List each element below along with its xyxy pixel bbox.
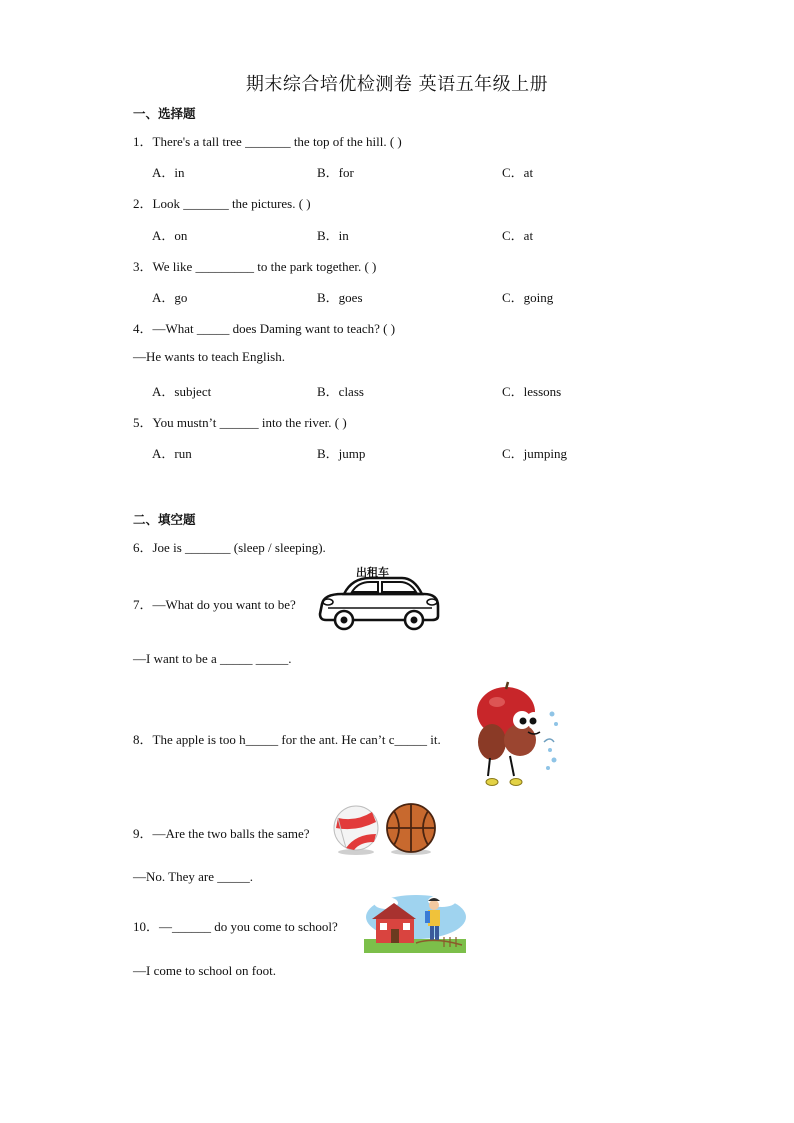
q1-option-c: C．at <box>502 165 534 180</box>
question-4: 4．—What _____ does Daming want to teach? ( ) <box>133 321 396 336</box>
q4-option-c: C．lessons <box>502 384 562 399</box>
question-8: 8．The apple is too h_____ for the ant. He can’t c_____ it. <box>133 732 441 747</box>
q5-option-c: C．jumping <box>502 446 568 461</box>
question-7: 7．—What do you want to be? <box>133 597 296 612</box>
q5-option-a: A．run <box>152 446 192 461</box>
question-10: 10．—______ do you come to school? <box>133 919 338 934</box>
q2-option-b: B．in <box>317 228 349 243</box>
q5-option-b: B．jump <box>317 446 366 461</box>
question-9-response: —No. They are _____. <box>133 869 253 884</box>
q2-option-c: C．at <box>502 228 534 243</box>
q3-option-c: C．going <box>502 290 554 305</box>
q3-option-a: A．go <box>152 290 188 305</box>
basketball-illustration <box>384 802 438 856</box>
question-4-response: —He wants to teach English. <box>133 349 285 364</box>
page-title: 期末综合培优检测卷 英语五年级上册 <box>245 74 549 95</box>
apple-ant-illustration <box>470 680 560 792</box>
taxi-sign-text: 出租车 <box>356 566 389 579</box>
section-heading-fill: 二、填空题 <box>133 512 196 527</box>
question-10-response: —I come to school on foot. <box>133 963 276 978</box>
q1-option-a: A．in <box>152 165 185 180</box>
question-9: 9．—Are the two balls the same? <box>133 826 310 841</box>
question-5: 5．You mustn’t ______ into the river. ( ) <box>133 415 347 430</box>
section-heading-choice: 一、选择题 <box>133 106 196 121</box>
question-2: 2．Look _______ the pictures. ( ) <box>133 196 311 211</box>
taxi-illustration <box>318 564 442 634</box>
question-7-response: —I want to be a _____ _____. <box>133 651 292 666</box>
q2-option-a: A．on <box>152 228 188 243</box>
q4-option-a: A．subject <box>152 384 212 399</box>
question-6: 6．Joe is _______ (sleep / sleeping). <box>133 540 326 555</box>
volleyball-illustration <box>332 804 380 856</box>
q1-option-b: B．for <box>317 165 354 180</box>
q4-option-b: B．class <box>317 384 364 399</box>
q3-option-b: B．goes <box>317 290 363 305</box>
question-3: 3．We like _________ to the park together. ( ) <box>133 259 377 274</box>
school-illustration <box>364 893 466 953</box>
question-1: 1．There's a tall tree _______ the top of the hill. ( ) <box>133 134 402 149</box>
